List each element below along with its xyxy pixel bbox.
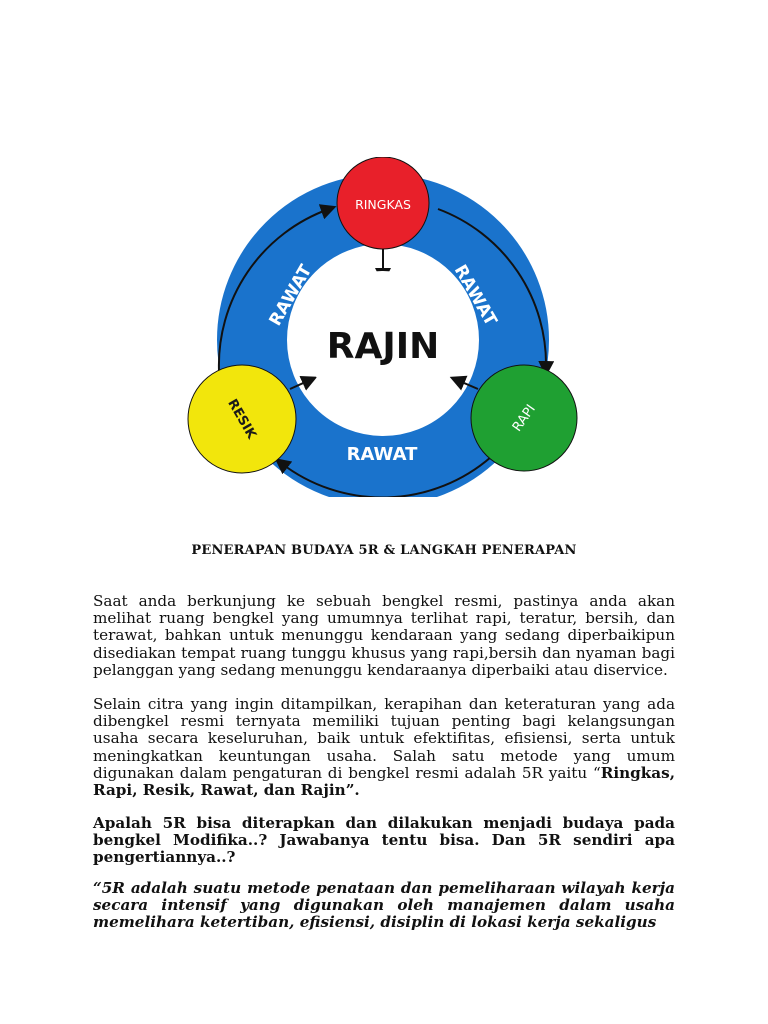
rawat-label-upper-left: RAWAT [265, 261, 317, 330]
paragraph-5r-purpose-text: Selain citra yang ingin ditampilkan, kerapihan dan keteraturan yang ada dibengkel resmi ternyata memiliki tujuan penting bagi kelangsungan usaha secara keseluruhan, baik untuk efektifitas, efisiensi, serta untuk meningkatkan keuntungan usaha. Salah satu metode yang umum digunakan dalam pengaturan di bengkel resmi adalah 5R yaitu “ [93, 695, 675, 782]
paragraph-5r-definition: “5R adalah suatu metode penataan dan pemeliharaan wilayah kerja secara intensif yang digunakan oleh manajemen dalam usaha memelihara ketertiban, efisiensi, disiplin di lokasi kerja sekaligus [93, 879, 675, 932]
ringkas-label: RINGKAS [355, 197, 411, 212]
rawat-label-upper-right: RAWAT [449, 261, 501, 330]
rajin-label: RAJIN [326, 326, 440, 367]
resik-label: RESIK [224, 396, 259, 442]
paragraph-5r-list: Ringkas, Rapi, Resik, Rawat, dan Rajin”. [93, 763, 675, 800]
rawat-label-bottom: RAWAT [346, 444, 418, 465]
paragraph-5r-purpose [93, 696, 675, 799]
5r-cycle-diagram [186, 157, 581, 497]
paragraph-intro: Saat anda berkunjung ke sebuah bengkel resmi, pastinya anda akan melihat ruang bengkel yang umumnya terlihat rapi, teratur, bersih, dan terawat, bahkan untuk menunggu kendaraan yang sedang diperbaikipun disediakan tempat ruang tunggu khusus yang rapi,bersih dan nyaman bagi pelanggan yang sedang menunggu kendaraanya diperbaiki atau diservice. [93, 592, 675, 679]
paragraph-question: Apalah 5R bisa diterapkan dan dilakukan menjadi budaya pada bengkel Modifika..? Jawabanya tentu bisa. Dan 5R sendiri apa pengertiannya..? [93, 814, 675, 867]
document-title: PENERAPAN BUDAYA 5R & LANGKAH PENERAPAN [191, 543, 577, 558]
rapi-label: RAPI [509, 402, 539, 435]
5r-cycle-svg [186, 157, 581, 497]
